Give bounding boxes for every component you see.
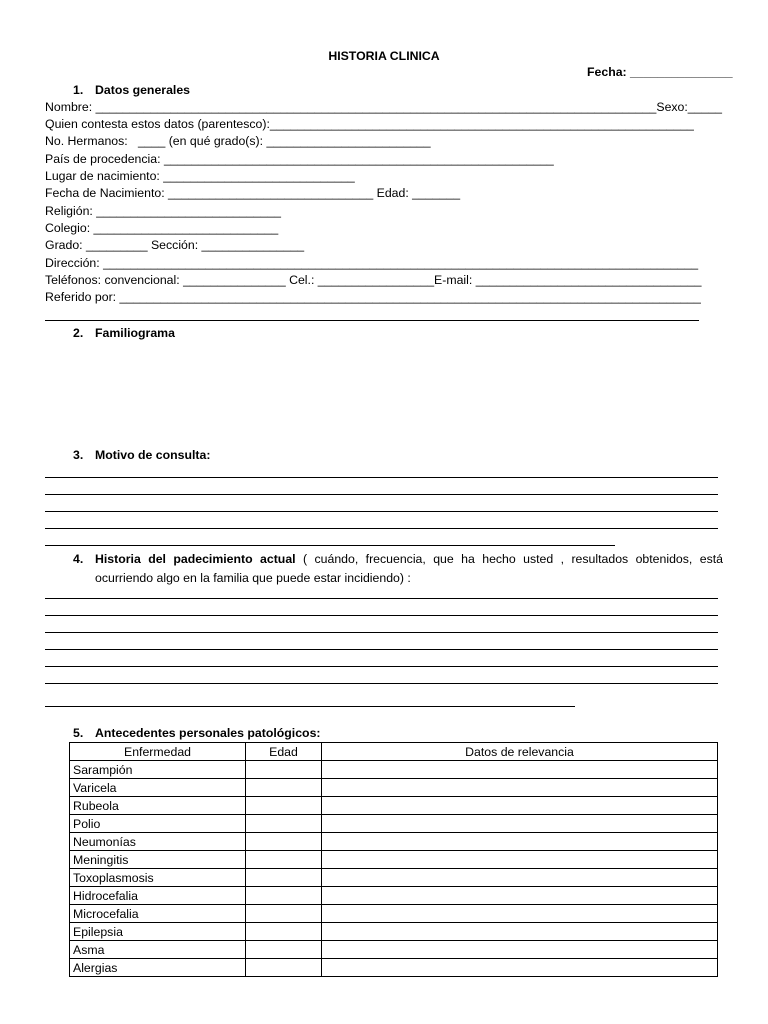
edad-cell[interactable] — [246, 959, 322, 977]
disease-name: Asma — [70, 941, 246, 959]
section-5-number: 5. — [73, 726, 84, 740]
edad-cell[interactable] — [246, 851, 322, 869]
table-row — [70, 941, 718, 959]
disease-name: Meningitis — [70, 851, 246, 869]
table-header-row — [70, 743, 718, 761]
fecha-nacimiento-field[interactable]: Fecha de Nacimiento: ______________________________ Edad: _______ — [45, 186, 461, 200]
form-title: HISTORIA CLINICA — [328, 49, 440, 63]
relevancia-cell[interactable] — [322, 941, 718, 959]
motivo-line[interactable] — [45, 494, 718, 495]
motivo-line[interactable] — [45, 545, 615, 546]
section-3-number: 3. — [73, 448, 84, 462]
header-edad: Edad — [246, 743, 322, 761]
section-5-title: Antecedentes personales patológicos: — [95, 726, 321, 740]
section-2-title: Familiograma — [95, 326, 175, 340]
pais-field[interactable]: País de procedencia: _________________________________________________________ — [45, 152, 554, 166]
relevancia-cell[interactable] — [322, 887, 718, 905]
lugar-nacimiento-field[interactable]: Lugar de nacimiento: ____________________________ — [45, 169, 355, 183]
header-enfermedad: Enfermedad — [70, 743, 246, 761]
fecha-field[interactable]: Fecha: _______________ — [587, 65, 733, 79]
edad-cell[interactable] — [246, 779, 322, 797]
disease-name: Neumonías — [70, 833, 246, 851]
section-1-number: 1. — [73, 83, 84, 97]
edad-cell[interactable] — [246, 797, 322, 815]
relevancia-cell[interactable] — [322, 797, 718, 815]
relevancia-cell[interactable] — [322, 779, 718, 797]
colegio-field[interactable]: Colegio: ___________________________ — [45, 221, 279, 235]
referido-field[interactable]: Referido por: _____________________________________________________________________________________ — [45, 290, 701, 304]
edad-cell[interactable] — [246, 923, 322, 941]
relevancia-cell[interactable] — [322, 869, 718, 887]
table-row — [70, 905, 718, 923]
historia-line[interactable] — [45, 649, 718, 650]
disease-name: Microcefalia — [70, 905, 246, 923]
table-row — [70, 797, 718, 815]
relevancia-cell[interactable] — [322, 959, 718, 977]
edad-cell[interactable] — [246, 869, 322, 887]
referido-extra-line[interactable] — [45, 320, 699, 321]
quien-contesta-field[interactable]: Quien contesta estos datos (parentesco):______________________________________________________________ — [45, 117, 694, 131]
religion-field[interactable]: Religión: ___________________________ — [45, 204, 281, 218]
historia-line[interactable] — [45, 598, 718, 599]
historia-line[interactable] — [45, 632, 718, 633]
table-row — [70, 959, 718, 977]
table-row — [70, 869, 718, 887]
table-row — [70, 833, 718, 851]
edad-cell[interactable] — [246, 761, 322, 779]
disease-name: Alergias — [70, 959, 246, 977]
edad-cell[interactable] — [246, 833, 322, 851]
section-3-title: Motivo de consulta: — [95, 448, 211, 462]
disease-name: Sarampión — [70, 761, 246, 779]
relevancia-cell[interactable] — [322, 923, 718, 941]
edad-cell[interactable] — [246, 905, 322, 923]
table-row — [70, 779, 718, 797]
section-4-heading — [95, 550, 723, 588]
table-row — [70, 761, 718, 779]
motivo-line[interactable] — [45, 477, 718, 478]
header-datos-relevancia: Datos de relevancia — [322, 743, 718, 761]
section-4-title: Historia del padecimiento actual — [95, 552, 296, 566]
disease-name: Polio — [70, 815, 246, 833]
section-2-number: 2. — [73, 326, 84, 340]
relevancia-cell[interactable] — [322, 815, 718, 833]
disease-name: Toxoplasmosis — [70, 869, 246, 887]
table-row — [70, 851, 718, 869]
table-row — [70, 815, 718, 833]
section-4-number: 4. — [73, 552, 84, 566]
relevancia-cell[interactable] — [322, 905, 718, 923]
relevancia-cell[interactable] — [322, 851, 718, 869]
disease-name: Varicela — [70, 779, 246, 797]
motivo-line[interactable] — [45, 528, 718, 529]
antecedentes-table — [69, 742, 718, 977]
disease-name: Rubeola — [70, 797, 246, 815]
historia-line[interactable] — [45, 683, 718, 684]
section-4-description: ( cuándo, frecuencia, que ha hecho usted , resultados obtenidos, está ocurriendo algo en la familia que puede estar incidiendo) : — [95, 552, 723, 585]
table-row — [70, 923, 718, 941]
nombre-field[interactable]: Nombre: __________________________________________________________________________________Sexo:_____ — [45, 100, 723, 114]
hermanos-field[interactable]: No. Hermanos: ____ (en qué grado(s): ________________________ — [45, 134, 431, 148]
edad-cell[interactable] — [246, 941, 322, 959]
grado-seccion-field[interactable]: Grado: _________ Sección: _______________ — [45, 238, 305, 252]
relevancia-cell[interactable] — [322, 761, 718, 779]
disease-name: Hidrocefalia — [70, 887, 246, 905]
relevancia-cell[interactable] — [322, 833, 718, 851]
direccion-field[interactable]: Dirección: _______________________________________________________________________________________ — [45, 256, 699, 270]
telefonos-field[interactable]: Teléfonos: convencional: _______________ Cel.: _________________E-mail: _________________________________ — [45, 273, 702, 287]
motivo-line[interactable] — [45, 511, 718, 512]
historia-line[interactable] — [45, 666, 718, 667]
disease-name: Epilepsia — [70, 923, 246, 941]
edad-cell[interactable] — [246, 887, 322, 905]
historia-line[interactable] — [45, 615, 718, 616]
edad-cell[interactable] — [246, 815, 322, 833]
section-1-title: Datos generales — [95, 83, 191, 97]
historia-line[interactable] — [45, 706, 575, 707]
table-row — [70, 887, 718, 905]
